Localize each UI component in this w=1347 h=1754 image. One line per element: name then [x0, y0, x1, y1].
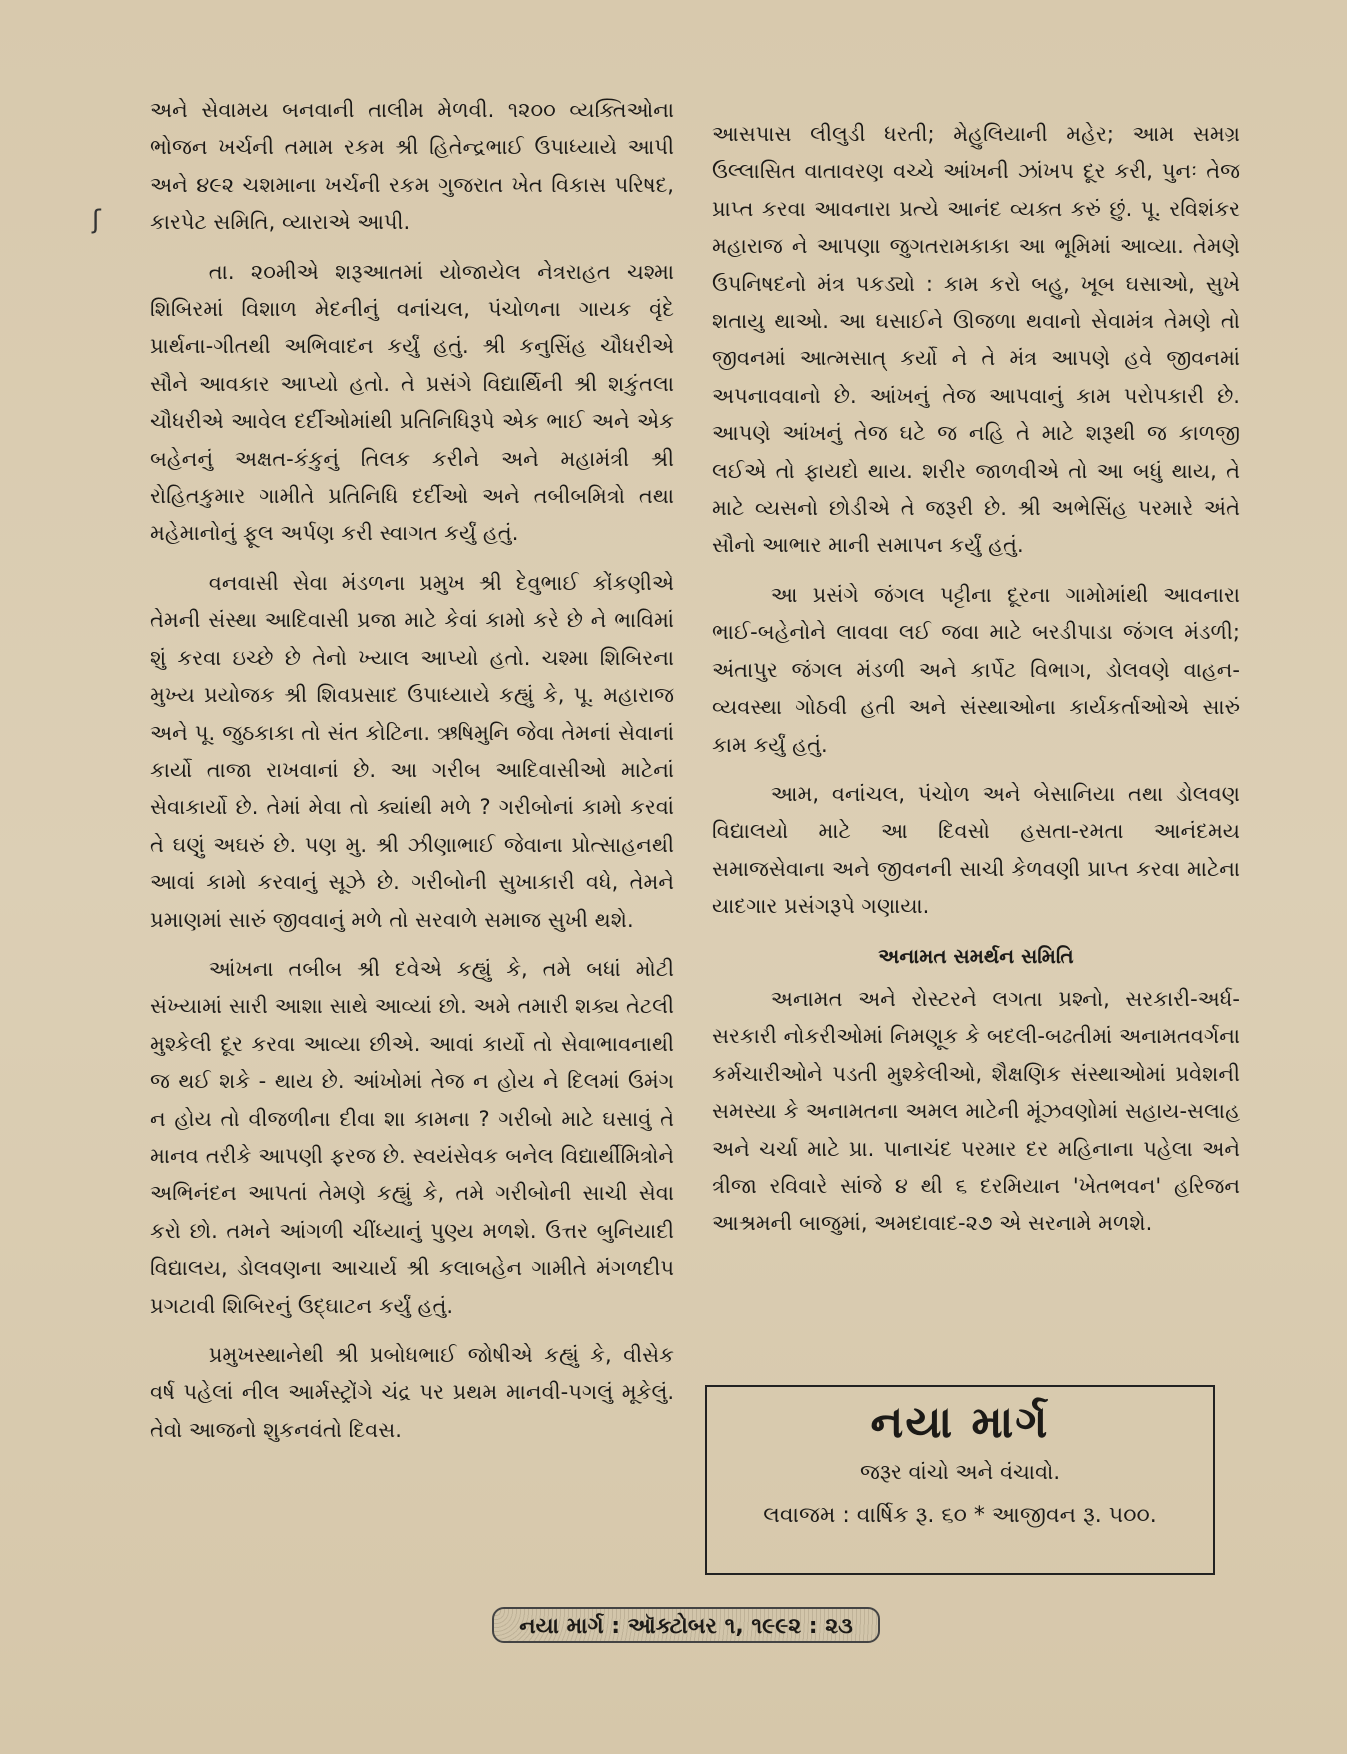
paragraph: વનવાસી સેવા મંડળના પ્રમુખ શ્રી દેવુભાઈ કોંકણીએ તેમની સંસ્થા આદિવાસી પ્રજા માટે કેવાં કામો કરે છે ને ભાવિમાં શું કરવા ઇચ્છે છે તેનો ખ્યાલ આપ્યો હતો. ચશ્મા શિબિરના મુખ્ય પ્રયોજક શ્રી શિવપ્રસાદ ઉપાધ્યાયે કહ્યું કે, પૂ. મહારાજ અને પૂ. જુઠકાકા તો સંત કોટિના. ઋષિમુનિ જેવા તેમનાં સેવાનાં કાર્યો તાજા રાખવાનાં છે. આ ગરીબ આદિવાસીઓ માટેનાં સેવાકાર્યો છે. તેમાં મેવા તો ક્યાંથી મળે ? ગરીબોનાં કામો કરવાં તે ઘણું અઘરું છે. પણ મુ. શ્રી ઝીણાભાઈ જેવાના પ્રોત્સાહનથી આવાં કામો કરવાનું સૂઝે છે. ગરીબોની સુખાકારી વધે, તેમને પ્રમાણમાં સારું જીવવાનું મળે તો સરવાળે સમાજ સુખી થશે.	[150, 570, 674, 932]
page-footer: નયા માર્ગ : ઑક્ટોબર ૧, ૧૯૯૨ : ૨૩	[492, 1607, 880, 1643]
paragraph: તા. ૨૦મીએ શરૂઆતમાં યોજાયેલ નેત્રરાહત ચશ્મા શિબિરમાં વિશાળ મેદનીનું વનાંચલ, પંચોળના ગાયક વૃંદે પ્રાર્થના-ગીતથી અભિવાદન કર્યું હતું. શ્રી કનુસિંહ ચૌધરીએ સૌને આવકાર આપ્યો હતો. તે પ્રસંગે વિદ્યાર્થિની શ્રી શકુંતલા ચૌધરીએ આવેલ દર્દીઓમાંથી પ્રતિનિધિરૂપે એક ભાઈ અને એક બહેનનું અક્ષત-કંકુનું તિલક કરીને અને મહામંત્રી શ્રી રોહિતકુમાર ગામીતે પ્રતિનિધિ દર્દીઓ અને તબીબમિત્રો તથા મહેમાનોનું ફૂલ અર્પણ કરી સ્વાગત કર્યું હતું.	[150, 259, 674, 546]
paragraph: આમ, વનાંચલ, પંચોળ અને બેસાનિયા તથા ડોલવણ વિદ્યાલયો માટે આ દિવસો હસતા-રમતા આનંદમય સમાજસેવાના અને જીવનની સાચી કેળવણી પ્રાપ્ત કરવા માટેના યાદગાર પ્રસંગરૂપે ગણાયા.	[712, 781, 1240, 919]
left-column	[150, 92, 674, 1461]
paragraph: આસપાસ લીલુડી ધરતી; મેહુલિયાની મહેર; આમ સમગ્ર ઉલ્લાસિત વાતાવરણ વચ્ચે આંખની ઝાંખપ દૂર કરી, પુનઃ તેજ પ્રાપ્ત કરવા આવનારા પ્રત્યે આનંદ વ્યક્ત કરું છું. પૂ. રવિશંકર મહારાજ ને આપણા જુગતરામકાકા આ ભૂમિમાં આવ્યા. તેમણે ઉપનિષદનો મંત્ર પકડ્યો : કામ કરો બહુ, ખૂબ ઘસાઓ, સુખે શતાયુ થાઓ. આ ઘસાઈને ઊજળા થવાનો સેવામંત્ર તેમણે તો જીવનમાં આત્મસાત્ કર્યો ને તે મંત્ર આપણે હવે જીવનમાં અપનાવવાનો છે. આંખનું તેજ આપવાનું કામ પરોપકારી છે. આપણે આંખનું તેજ ઘટે જ નહિ તે માટે શરૂથી જ કાળજી લઈએ તો ફાયદો થાય. શરીર જાળવીએ તો આ બધું થાય, તે માટે વ્યસનો છોડીએ તે જરૂરી છે. શ્રી અભેસિંહ પરમારે અંતે સૌનો આભાર માની સમાપન કર્યું હતું.	[712, 122, 1240, 558]
paragraph: આંખના તબીબ શ્રી દવેએ કહ્યું કે, તમે બધાં મોટી સંખ્યામાં સારી આશા સાથે આવ્યાં છો. અમે તમારી શક્ય તેટલી મુશ્કેલી દૂર કરવા આવ્યા છીએ. આવાં કાર્યો તો સેવાભાવનાથી જ થઈ શકે - થાય છે. આંખોમાં તેજ ન હોય ને દિલમાં ઉમંગ ન હોય તો વીજળીના દીવા શા કામના ? ગરીબો માટે ઘસાવું તે માનવ તરીકે આપણી ફરજ છે. સ્વયંસેવક બનેલ વિદ્યાર્થીમિત્રોને અભિનંદન આપતાં તેમણે કહ્યું કે, તમે ગરીબોની સાચી સેવા કરો છો. તમને આંગળી ચીંધ્યાનું પુણ્ય મળશે. ઉત્તર બુનિયાદી વિદ્યાલય, ડોલવણના આચાર્ય શ્રી કલાબહેન ગામીતે મંગળદીપ પ્રગટાવી શિબિરનું ઉદ્‌ઘાટન કર્યું હતું.	[150, 956, 674, 1318]
hole-punch-mark: ʃ	[92, 205, 101, 235]
notice-paragraph: અનામત અને રોસ્ટરને લગતા પ્રશ્નો, સરકારી-અર્ધ-સરકારી નોકરીઓમાં નિમણૂક કે બદલી-બઢતીમાં અનામતવર્ગના કર્મચારીઓને પડતી મુશ્કેલીઓ, શૈક્ષણિક સંસ્થાઓમાં પ્રવેશની સમસ્યા કે અનામતના અમલ માટેની મૂંઝવણોમાં સહાય-સલાહ અને ચર્ચા માટે પ્રા. પાનાચંદ પરમાર દર મહિનાના પહેલા અને ત્રીજા રવિવારે સાંજે ૪ થી ૬ દરમિયાન 'ખેતભવન' હરિજન આશ્રમની બાજુમાં, અમદાવાદ-૨૭ એ સરનામે મળશે.	[712, 986, 1240, 1236]
promo-tagline: જરૂર વાંચો અને વંચાવો.	[859, 1460, 1061, 1484]
promo-subscription-rates: લવાજમ : વાર્ષિક રૂ. ૬૦ * આજીવન રૂ. ૫૦૦.	[763, 1503, 1157, 1528]
promo-title: નયા માર્ગ	[870, 1397, 1050, 1448]
section-heading: અનામત સમર્થન સમિતિ	[878, 943, 1074, 968]
right-column	[712, 116, 1240, 1255]
subscription-box	[705, 1385, 1215, 1575]
paragraph: પ્રમુખસ્થાનેથી શ્રી પ્રબોધભાઈ જોષીએ કહ્યું કે, વીસેક વર્ષ પહેલાં નીલ આર્મસ્ટ્રોંગે ચંદ્ર પર પ્રથમ માનવી-પગલું મૂકેલું. તેવો આજનો શુકનવંતો દિવસ.	[150, 1343, 674, 1442]
paragraph: આ પ્રસંગે જંગલ પટ્ટીના દૂરના ગામોમાંથી આવનારા ભાઈ-બહેનોને લાવવા લઈ જવા માટે બરડીપાડા જંગલ મંડળી; અંતાપુર જંગલ મંડળી અને કાર્પેટ વિભાગ, ડોલવણે વાહન-વ્યવસ્થા ગોઠવી હતી અને સંસ્થાઓના કાર્યકર્તાઓએ સારું કામ કર્યું હતું.	[712, 582, 1240, 757]
paragraph: અને સેવામય બનવાની તાલીમ મેળવી. ૧૨૦૦ વ્યક્તિઓના ભોજન ખર્ચની તમામ રકમ શ્રી હિતેન્દ્રભાઈ ઉપાધ્યાયે આપી અને ૪૯૨ ચશમાના ખર્ચની રકમ ગુજરાત ખેત વિકાસ પરિષદ, કારપેટ સમિતિ, વ્યારાએ આપી.	[150, 98, 674, 235]
